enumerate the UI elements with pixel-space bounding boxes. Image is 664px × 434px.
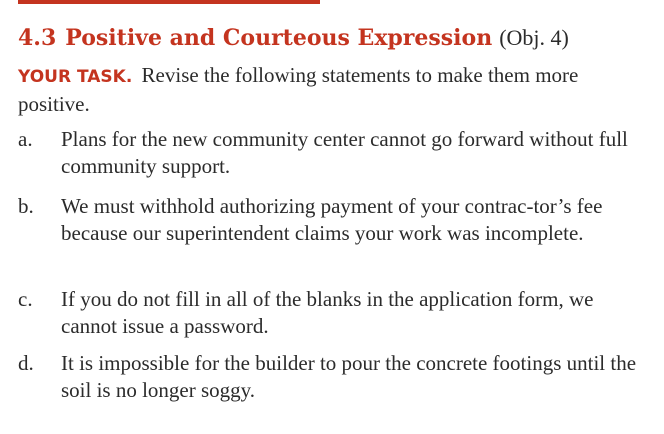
item-text: It is impossible for the builder to pour the concrete footings until the soil is no longer soggy. <box>61 351 637 402</box>
list-item <box>18 193 652 247</box>
item-letter: a. <box>18 127 33 151</box>
objective-reference: (Obj. 4) <box>499 25 569 50</box>
top-accent-bar <box>18 0 320 4</box>
list-item <box>18 286 652 340</box>
item-letter: d. <box>18 351 34 375</box>
item-text: Plans for the new community center cannot go forward without full community support. <box>61 127 628 178</box>
list-item <box>18 126 652 180</box>
exercise-number: 4.3 <box>18 25 57 51</box>
list-item <box>18 350 652 404</box>
task-label: YOUR TASK. <box>18 67 133 87</box>
task-instructions <box>18 62 652 118</box>
item-letter: b. <box>18 194 34 218</box>
item-text: If you do not fill in all of the blanks in the application form, we cannot issue a password. <box>61 287 594 338</box>
exercise-title: Positive and Courteous Expression <box>65 25 493 51</box>
item-letter: c. <box>18 287 33 311</box>
item-text: We must withhold authorizing payment of your contrac-tor’s fee because our superintendent claims your work was incomplete. <box>61 194 603 245</box>
task-text: Revise the following statements to make them more positive. <box>18 63 579 116</box>
exercise-heading <box>18 22 658 56</box>
